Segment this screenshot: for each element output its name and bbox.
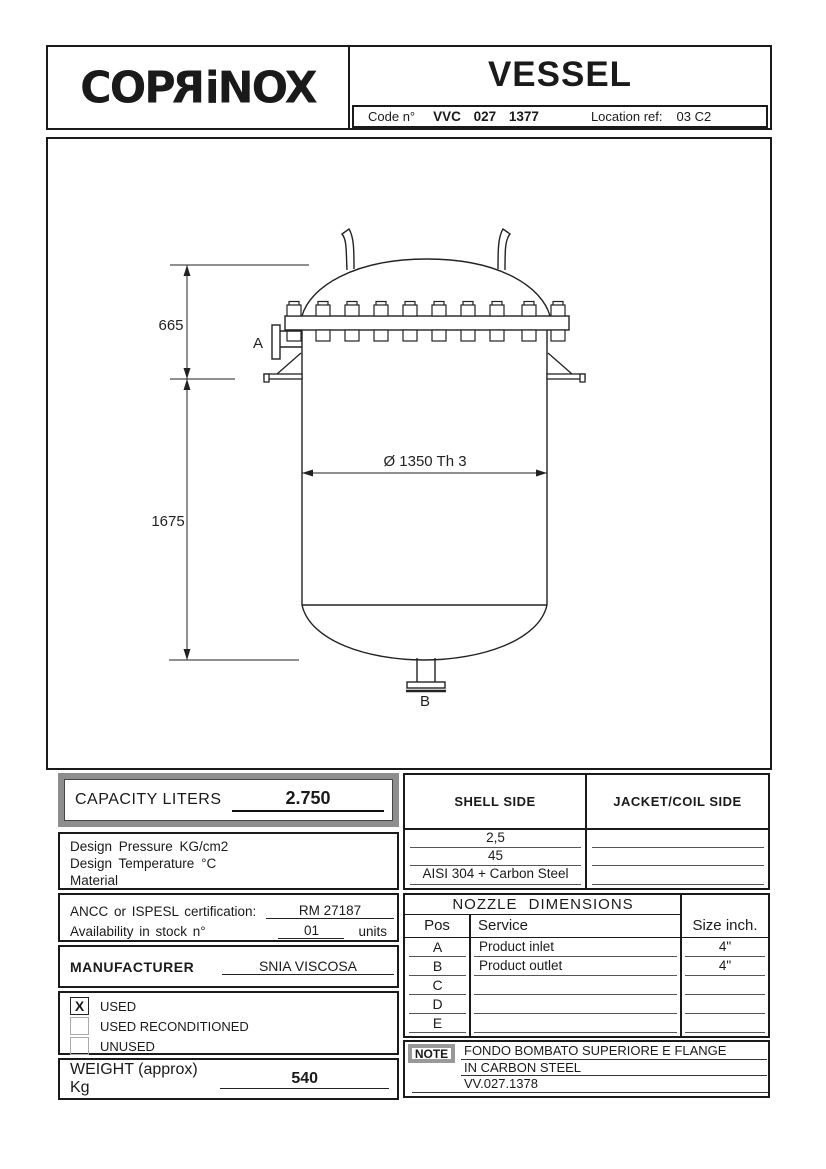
nozzle-b [406,658,446,691]
material-label: Material [70,873,119,888]
jacket-pressure-value [592,830,764,848]
capacity-label: CAPACITY LITERS [75,791,222,808]
shell-temperature-value: 45 [410,848,581,866]
nozzle-service [474,1014,677,1033]
shell-side-header: SHELL SIDE [405,775,585,830]
nozzle-dimensions-table [403,893,770,1038]
certification-box [58,893,399,942]
note-label: NOTE [408,1044,455,1063]
location-label: Location ref: [590,109,663,124]
condition-box [58,991,399,1055]
dim-1675-label: 1675 [151,513,185,530]
nozzle-row-b [405,957,768,976]
diameter-label: Ø 1350 Th 3 [383,453,467,470]
lifting-lug-left [342,229,354,270]
support-bracket-left [264,353,302,382]
used-label: USED [100,998,137,1014]
weight-value: 540 [220,1070,389,1089]
manufacturer-box [58,945,399,988]
location-value: 03 C2 [676,109,712,124]
size-header: Size inch. [682,915,768,938]
vessel-dome [302,259,550,316]
nozzle-size [685,995,765,1014]
service-header: Service [471,915,680,938]
nozzle-service: Product inlet [474,938,677,957]
condition-row-unused [60,1036,397,1056]
logo-part-3: iNOX [204,62,316,113]
code-row [352,105,768,128]
code-value: VVC 027 1377 [433,109,539,124]
lifting-lug-right [498,229,510,270]
jacket-temperature-value [592,848,764,866]
jacket-coil-side-header: JACKET/COIL SIDE [587,775,768,830]
nozzle-service [474,976,677,995]
capacity-box [58,773,399,827]
nozzle-pos: A [409,938,466,957]
note-line-2: IN CARBON STEEL [461,1060,767,1076]
dim-665-label: 665 [158,317,184,334]
stock-value: 01 [278,923,344,939]
logo-cell [48,47,350,128]
capacity-value: 2.750 [232,788,384,812]
diameter-dimension [302,453,547,477]
checkbox-used-reconditioned [70,1017,89,1035]
nozzle-row-e [405,1014,768,1033]
checkbox-unused [70,1037,89,1055]
nozzle-pos: E [409,1014,466,1033]
ancc-label: ANCC or ISPESL certification: [70,904,257,919]
note-box [403,1040,770,1098]
design-pressure-label: Design Pressure KG/cm2 [70,839,229,854]
code-label: Code n° [368,109,416,124]
shell-pressure-value: 2,5 [410,830,581,848]
shell-material-value: AISI 304 + Carbon Steel [410,866,581,885]
nozzle-pos: D [409,995,466,1014]
material-value-row [405,866,768,885]
pos-header: Pos [405,915,469,938]
note-line-3: VV.027.1378 [412,1076,768,1093]
header [46,45,772,130]
nozzle-row-a [405,938,768,957]
manufacturer-value: SNIA VISCOSA [222,958,394,975]
nozzle-pos: C [409,976,466,995]
condition-row-reconditioned [60,1016,397,1036]
weight-label: WEIGHT (approx) Kg [70,1061,198,1096]
logo-part-1: COP [80,62,174,113]
shell-jacket-table [403,773,770,890]
nozzle-a-label: A [252,335,264,352]
vessel-bottom-head [302,605,547,660]
vessel-drawing-svg [48,139,770,768]
top-flange [285,316,569,330]
nozzle-size [685,1014,765,1033]
jacket-material-value [592,866,764,885]
manufacturer-label: MANUFACTURER [70,958,195,975]
pressure-value-row [405,830,768,848]
logo-part-2: R [173,62,205,113]
design-conditions-box [58,832,399,890]
nozzle-size [685,976,765,995]
nozzle-size: 4" [685,938,765,957]
stock-label: Availability in stock n° [70,924,206,939]
used-reconditioned-label: USED RECONDITIONED [100,1018,249,1034]
checkbox-used: X [70,997,89,1015]
nozzle-b-label: B [419,693,431,710]
ancc-value: RM 27187 [266,903,394,919]
weight-box [58,1058,399,1100]
stock-units: units [358,924,387,939]
note-line-1: FONDO BOMBATO SUPERIORE E FLANGE [461,1043,767,1060]
nozzle-size: 4" [685,957,765,976]
unused-label: UNUSED [100,1038,155,1054]
support-bracket-right [547,353,585,382]
nozzle-pos: B [409,957,466,976]
page-title: VESSEL [487,55,633,94]
nozzle-row-c [405,976,768,995]
coprinox-logo [80,62,316,113]
temperature-value-row [405,848,768,866]
nozzle-row-d [405,995,768,1014]
design-temperature-label: Design Temperature °C [70,856,217,871]
nozzle-dimensions-title: NOZZLE DIMENSIONS [405,895,681,915]
condition-row-used [60,996,397,1016]
nozzle-service [474,995,677,1014]
nozzle-service: Product outlet [474,957,677,976]
vessel-drawing [46,137,772,770]
